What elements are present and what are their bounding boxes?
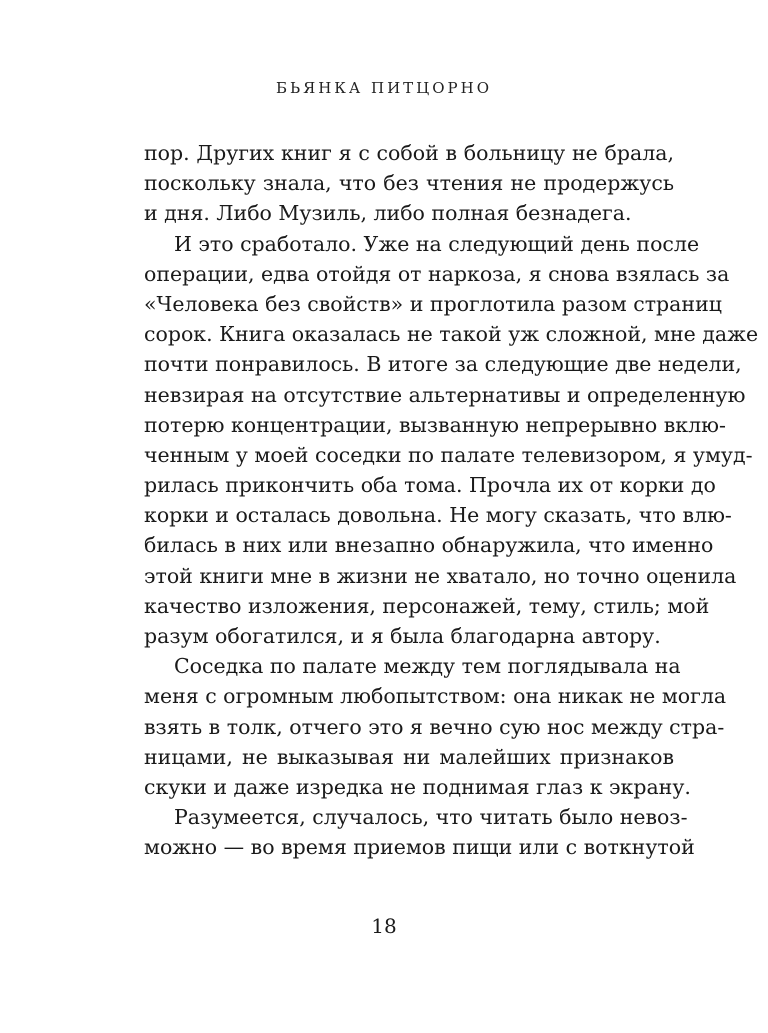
text-line: этой книги мне в жизни не хватало, но точно оценила (144, 563, 737, 588)
text-line: скуки и даже изредка не поднимая глаз к экрану. (144, 774, 691, 799)
page-number: 18 (371, 914, 397, 938)
text-line: потерю концентрации, вызванную непрерывно вклю- (144, 412, 726, 437)
text-line: можно — во время приемов пищи или с воткнутой (144, 835, 695, 860)
text-line: сорок. Книга оказалась не такой уж сложной, мне даже (144, 322, 759, 347)
text-line: меня с огромным любопытством: она никак не могла (144, 684, 727, 709)
text-line: и дня. Либо Музиль, либо полная безнадега. (144, 201, 632, 226)
text-line: «Человека без свойств» и проглотила разом страниц (144, 291, 722, 316)
text-line: невзирая на отсутствие альтернативы и определенную (144, 382, 746, 407)
text-line: рилась прикончить оба тома. Прочла их от корки до (144, 473, 716, 498)
text-line: поскольку знала, что без чтения не продержусь (144, 171, 674, 196)
text-line: почти понравилось. В итоге за следующие две недели, (144, 352, 742, 377)
text-line: пор. Других книг я с собой в больницу не брала, (144, 141, 674, 165)
text-line: разум обогатился, и я была благодарна автору. (144, 624, 661, 648)
text-line: билась в них или внезапно обнаружила, что именно (144, 533, 714, 558)
text-line: Разумеется, случалось, что читать было невоз- (174, 805, 688, 830)
text-line: операции, едва отойдя от наркоза, я снова взялась за (144, 261, 730, 286)
text-line: ченным у моей соседки по палате телевизором, я умуд- (144, 442, 753, 467)
text-line: взять в толк, отчего это я вечно сую нос между стра- (144, 714, 725, 739)
text-line: корки и осталась довольна. Не могу сказать, что влю- (144, 503, 732, 528)
text-line: качество изложения, персонажей, тему, стиль; мой (144, 593, 710, 618)
running-head: БЬЯНКА ПИТЦОРНО (275, 79, 493, 97)
text-line: И это сработало. Уже на следующий день после (174, 231, 700, 256)
text-line: Соседка по палате между тем поглядывала на (174, 654, 681, 679)
body-text (144, 138, 759, 863)
text-line: ницами, не выказывая ни малейших признаков (144, 744, 674, 769)
